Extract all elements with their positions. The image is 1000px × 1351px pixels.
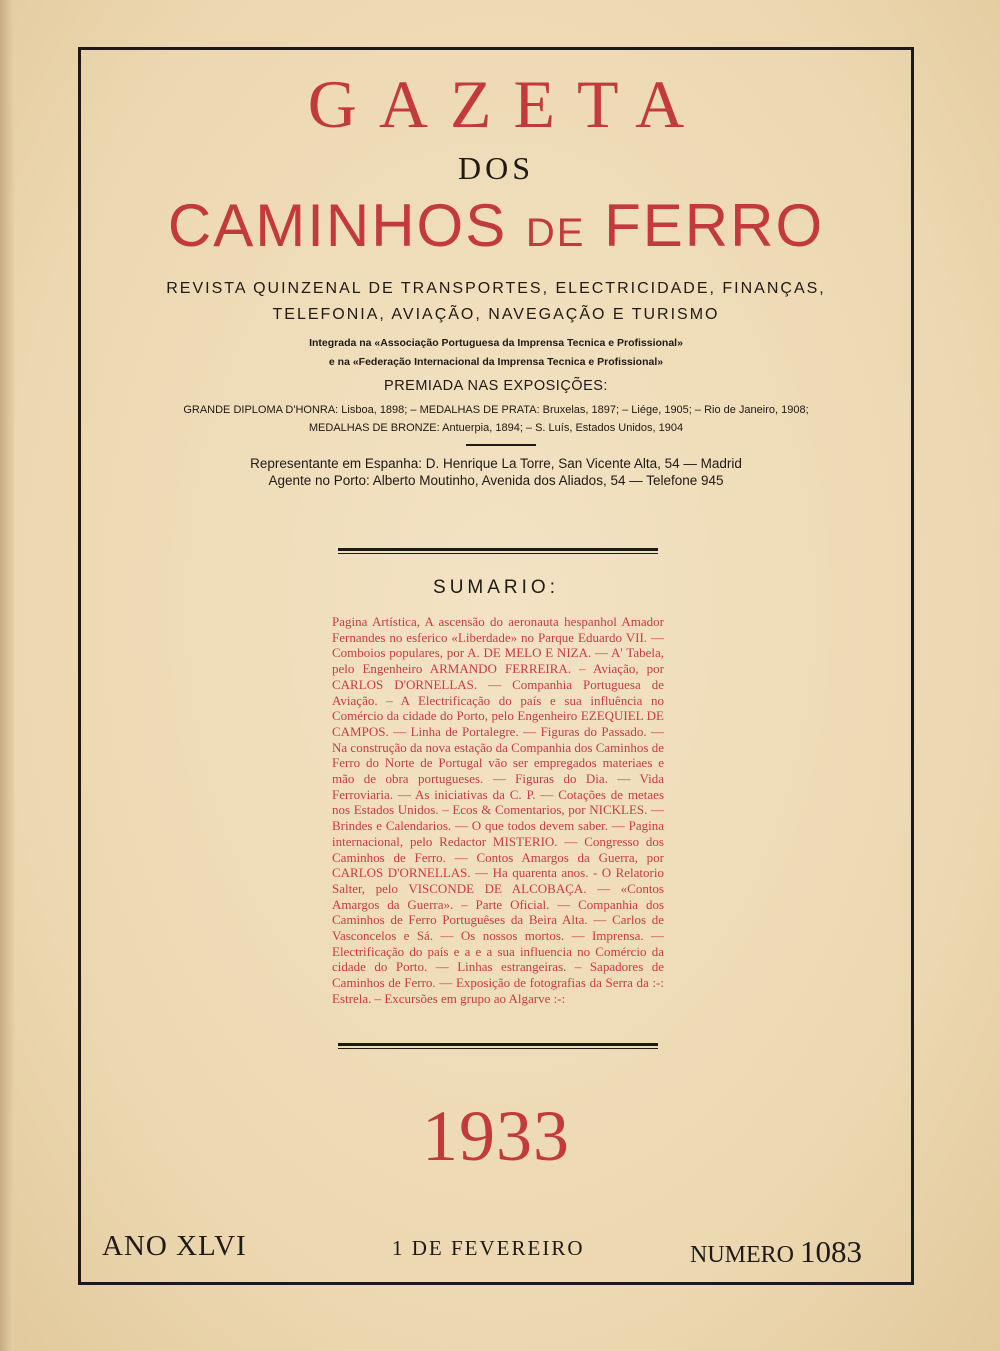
integration-line-2: e na «Federação Internacional da Imprensa Tecnica e Profissional» bbox=[328, 356, 664, 368]
subtitle-line-1: REVISTA QUINZENAL DE TRANSPORTES, ELECTRICIDADE, FINANÇAS, bbox=[166, 280, 826, 297]
footer-ano: ANO XLVI bbox=[102, 1230, 247, 1262]
masthead-caminhos-ferro: FERRO bbox=[604, 192, 825, 259]
awards-heading: PREMIADA NAS EXPOSIÇÕES: bbox=[384, 378, 608, 394]
awards-line-1: GRANDE DIPLOMA D'HONRA: Lisboa, 1898; – MEDALHAS DE PRATA: Bruxelas, 1897; – Liége, 1905; – Rio de Janeiro, 1908; bbox=[183, 404, 809, 416]
agent-porto: Agente no Porto: Alberto Moutinho, Avenida dos Aliados, 54 — Telefone 945 bbox=[268, 473, 724, 488]
integration-line-1: Integrada na «Associação Portuguesa da Imprensa Tecnica e Profissional» bbox=[309, 337, 683, 349]
footer-numero-label: NUMERO bbox=[690, 1242, 795, 1268]
masthead-caminhos bbox=[80, 193, 912, 259]
footer-numero bbox=[690, 1234, 862, 1270]
short-divider bbox=[466, 444, 536, 446]
summary-top-rule bbox=[338, 548, 658, 554]
summary-text: Pagina Artística, A ascensão do aeronauta hespanhol Amador Fernandes no esferico «Liberdade» no Parque Eduardo VII. — Comboios populares, por A. DE MELO E NIZA. — A' Tabela, pelo Engenheiro ARMANDO FERREIRA. – Aviação, por CARLOS D'ORNELLAS. — Companhia Portuguesa de Aviação. – A Electrificação do país e sua influência no Comércio da cidade do Porto, pelo Engenheiro EZEQUIEL DE CAMPOS. — Linha de Portalegre. — Figuras do Passado. — Na construção da nova estação da Companhia dos Caminhos de Ferro do Norte de Portugal vão ser empregados materiaes e mão de obra portugueses. — Figuras do Dia. — Vida Ferroviaria. — As iniciativas da C. P. — Cotações de metaes nos Estados Unidos. – Ecos & Comentarios, por NICKLES. — Brindes e Calendarios. — O que todos devem saber. — Pagina internacional, pelo Redactor MISTERIO. — Congresso dos Caminhos de Ferro. — Contos Amargos da Guerra, por CARLOS D'ORNELLAS. — Ha quarenta anos. - O Relatorio Salter, pelo VISCONDE DE ALCOBAÇA. — «Contos Amargos da Guerra». – Parte Oficial. — Companhia dos Caminhos de Ferro Portuguêses da Beira Alta. — Carlos de Vasconcelos e Sá. — Os nossos mortos. — Imprensa. — Electrificação do país e a e a sua influencia no Comércio da cidade do Porto. — Linhas estrangeiras. – Sapadores de Caminhos de Ferro. — Exposição de fotografias da Serra da :-: Estrela. – Excursões em grupo ao Algarve :-: bbox=[332, 614, 664, 1006]
footer-date: 1 DE FEVEREIRO bbox=[392, 1236, 585, 1260]
issue-year: 1933 bbox=[422, 1096, 570, 1176]
masthead-dos: DOS bbox=[457, 150, 534, 186]
representative-spain: Representante em Espanha: D. Henrique La Torre, San Vicente Alta, 54 — Madrid bbox=[250, 456, 742, 471]
binding-spine bbox=[0, 0, 14, 1351]
masthead-title: GAZETA bbox=[307, 66, 707, 142]
masthead-caminhos-de: DE bbox=[525, 211, 586, 255]
awards-line-2: MEDALHAS DE BRONZE: Antuerpia, 1894; – S. Luís, Estados Unidos, 1904 bbox=[308, 422, 684, 434]
summary-bottom-rule bbox=[338, 1043, 658, 1049]
masthead-caminhos-main: CAMINHOS bbox=[167, 192, 508, 259]
summary-heading: SUMARIO: bbox=[433, 577, 559, 598]
subtitle-line-2: TELEFONIA, AVIAÇÃO, NAVEGAÇÃO E TURISMO bbox=[272, 306, 720, 323]
footer-numero-value: 1083 bbox=[800, 1234, 863, 1269]
